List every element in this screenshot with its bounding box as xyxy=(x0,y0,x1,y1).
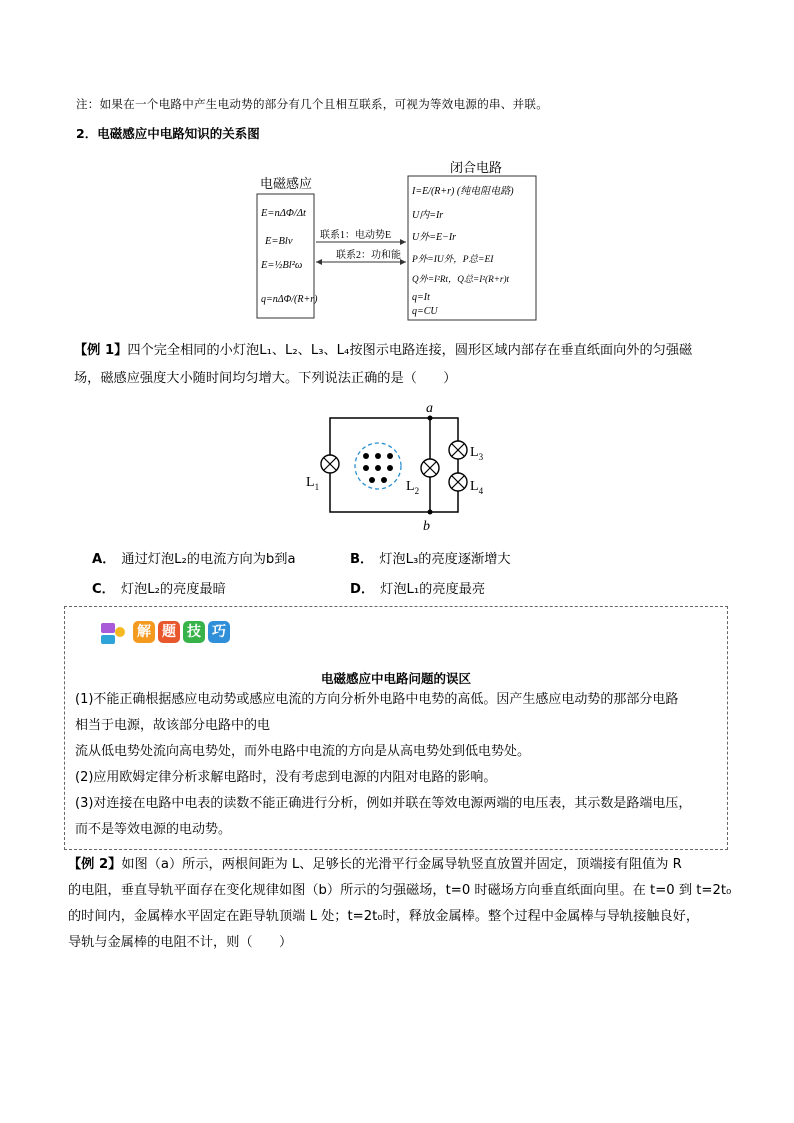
left-box-title: 电磁感应 xyxy=(260,176,313,191)
right-box-title: 闭合电路 xyxy=(450,160,503,175)
right-formula: Q外=I²Rt，Q总=I²(R+r)t xyxy=(412,274,510,284)
example1-text: 四个完全相同的小灯泡L₁、L₂、L₃、L₄按图示电路连接，圆形区域内部存在垂直纸面向外的匀强磁 xyxy=(127,343,693,358)
puzzle-icon-lower xyxy=(101,635,115,644)
example1-line2: 场，磁感应强度大小随时间均匀增大。下列说法正确的是（ ） xyxy=(74,371,457,386)
tips-badge: 巧 xyxy=(208,621,230,643)
lamp-L3-label: $L_3$ xyxy=(470,445,484,462)
node-a-label: a xyxy=(426,401,433,416)
left-formula: q=nΔΦ/(R+r) xyxy=(261,294,318,305)
example1-line1 xyxy=(74,338,692,364)
example2-line: 的电阻，垂直导轨平面存在变化规律如图（b）所示的匀强磁场，t=0 时磁场方向垂直纸面向里。在 t=0 到 t=2t₀ xyxy=(68,883,732,898)
tips-line: 而不是等效电源的电动势。 xyxy=(75,822,232,837)
tips-title: 电磁感应中电路问题的误区 xyxy=(320,671,471,686)
tips-badge: 解 xyxy=(133,621,155,643)
left-formula: E=½Bl²ω xyxy=(261,260,303,271)
puzzle-knob-icon xyxy=(115,627,125,637)
puzzle-icon xyxy=(101,623,115,633)
example2-line: 【例 2】如图（a）所示，两根间距为 L、足够长的光滑平行金属导轨竖直放置并固定，顶端接有阻值为 R xyxy=(68,857,682,872)
tips-line: 流从低电势处流向高电势处，而外电路中电流的方向是从高电势处到低电势处。 xyxy=(75,744,531,759)
relationship-diagram xyxy=(250,152,550,324)
right-formula: q=It xyxy=(412,292,430,303)
tips-badge: 题 xyxy=(158,621,180,643)
field-dots xyxy=(363,453,393,483)
node-a-dot xyxy=(428,416,433,421)
lamp-L3 xyxy=(449,441,467,459)
tips-line: 相当于电源，故该部分电路中的电 xyxy=(75,718,271,733)
left-formula: E=nΔΦ/Δt xyxy=(261,208,306,219)
option-b[interactable]: B． 灯泡L₃的亮度逐渐增大 xyxy=(350,552,511,567)
link1-label: 联系1：电动势E xyxy=(320,230,392,241)
tips-line: (3)对连接在电路中电表的读数不能正确进行分析，例如并联在等效电源两端的电压表，其示数是路端电压， xyxy=(75,796,692,811)
right-formula: U外=E−Ir xyxy=(412,232,457,243)
link1-arrowhead xyxy=(400,239,406,245)
lamp-L1-label: $L_1$ xyxy=(306,475,320,492)
option-d[interactable]: D． 灯泡L₁的亮度最亮 xyxy=(350,582,486,597)
lamp-L2 xyxy=(421,459,439,477)
section-title: 2．电磁感应中电路知识的关系图 xyxy=(76,126,260,141)
circuit-diagram xyxy=(300,398,500,534)
right-formula: q=CU xyxy=(412,306,438,317)
example1-tag: 【例 1】 xyxy=(74,343,128,358)
option-c[interactable]: C． 灯泡L₂的亮度最暗 xyxy=(92,582,226,597)
link2-label: 联系2：功和能 xyxy=(336,250,401,261)
lamp-L4 xyxy=(449,473,467,491)
note-text: 注：如果在一个电路中产生电动势的部分有几个且相互联系，可视为等效电源的串、并联。 xyxy=(76,97,548,111)
right-formula: U内=Ir xyxy=(412,210,444,221)
lamp-L2-label: $L_2$ xyxy=(406,479,420,496)
example2-line: 的时间内，金属棒水平固定在距导轨顶端 L 处；t=2t₀时，释放金属棒。整个过程中金属棒与导轨接触良好， xyxy=(68,909,700,924)
left-formula: E=Blv xyxy=(265,236,293,247)
tips-badge: 技 xyxy=(183,621,205,643)
example2-line: 导轨与金属棒的电阻不计，则（ ） xyxy=(68,935,293,950)
example2-tag: 【例 2】 xyxy=(68,857,122,872)
tips-line: (1)不能正确根据感应电动势或感应电流的方向分析外电路中电势的高低。因产生感应电动势的那部分电路 xyxy=(75,692,679,707)
tips-body xyxy=(75,687,723,843)
tips-line: (2)应用欧姆定律分析求解电路时，没有考虑到电源的内阻对电路的影响。 xyxy=(75,770,497,785)
lamp-L4-label: $L_4$ xyxy=(470,479,484,496)
node-b-dot xyxy=(428,510,433,515)
link2-arrowhead-left xyxy=(316,259,322,265)
option-a[interactable]: A． 通过灯泡L₂的电流方向为b到a xyxy=(92,552,296,567)
lamp-L1 xyxy=(321,455,339,473)
tips-box xyxy=(64,606,728,850)
right-formula: I=E/(R+r) (纯电阻电路) xyxy=(412,186,514,197)
node-b-label: b xyxy=(423,519,430,534)
right-formula: P外=IU外，P总=EI xyxy=(412,255,494,265)
example2 xyxy=(68,852,732,956)
